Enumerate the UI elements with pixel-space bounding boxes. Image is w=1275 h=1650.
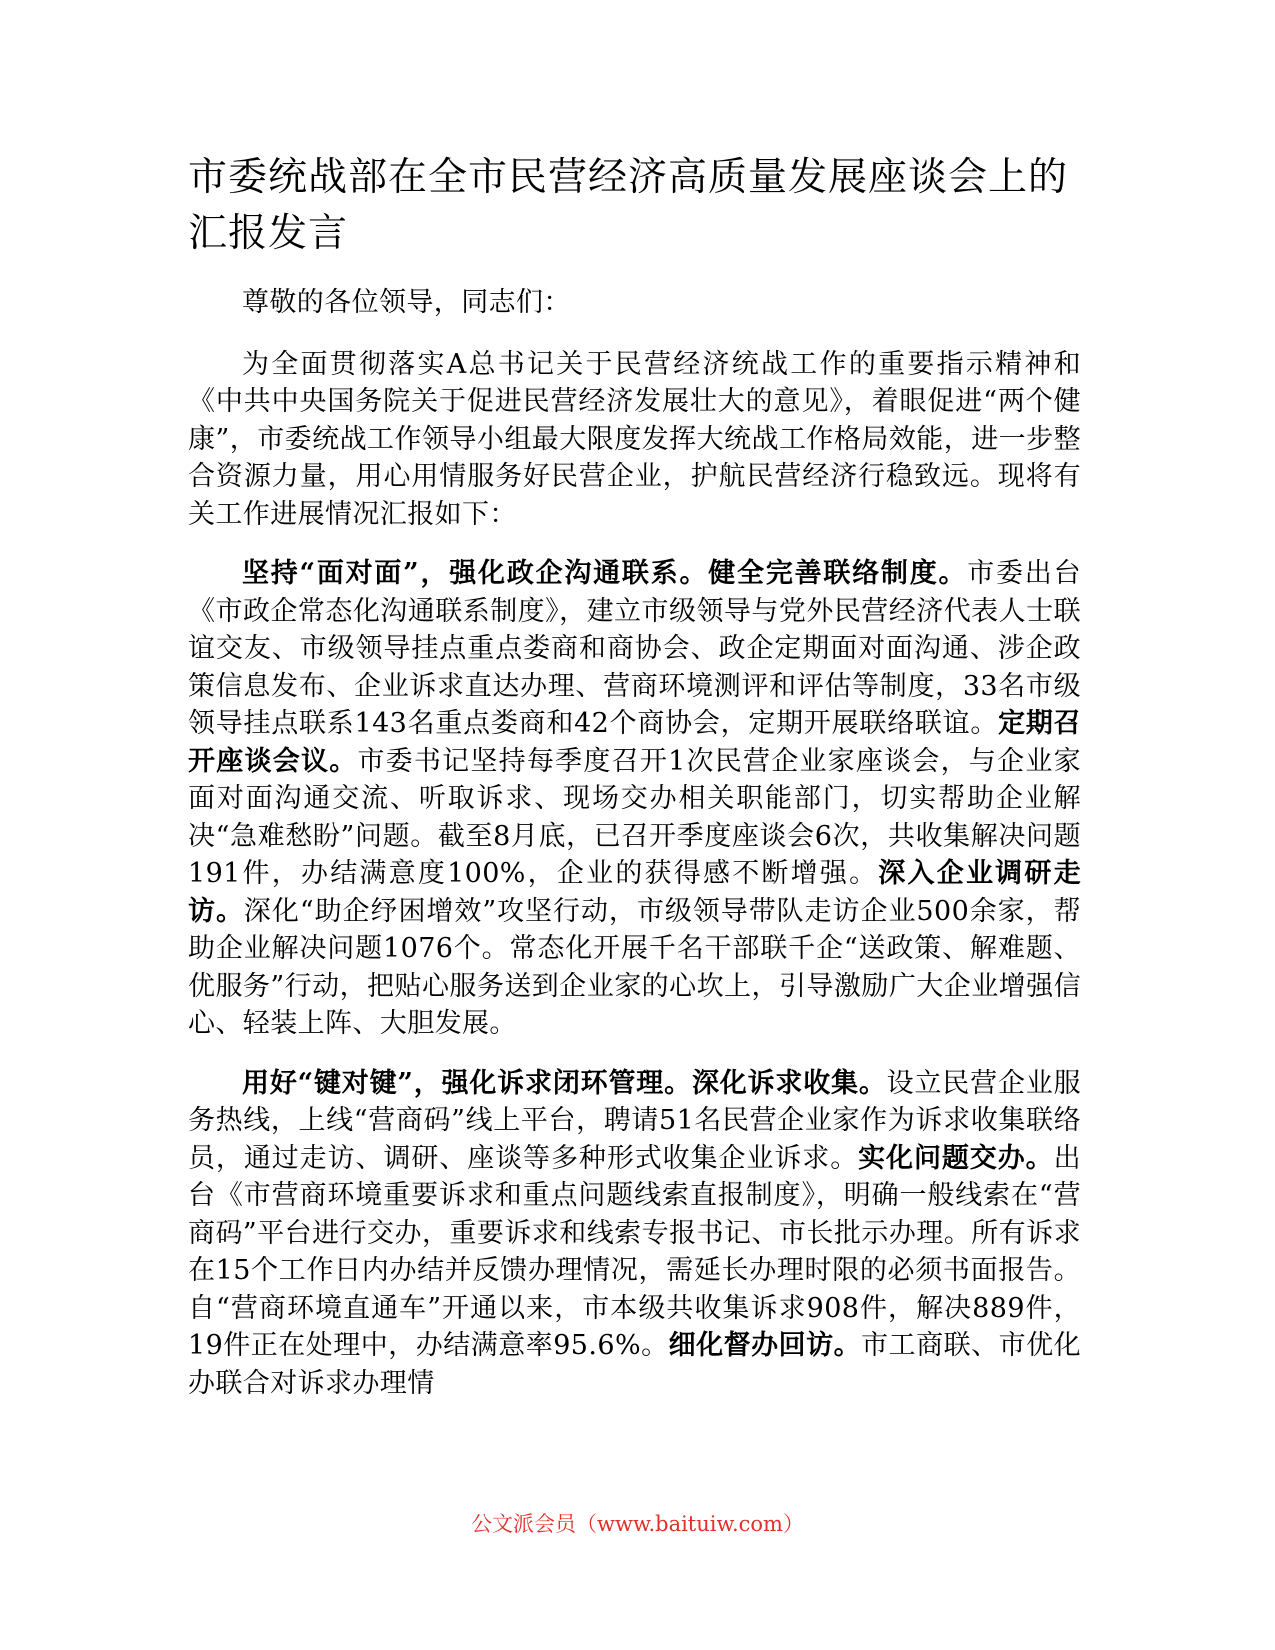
section-1-sub2-title: 定期召开座谈会议。 xyxy=(188,708,1081,777)
footer-watermark: 公文派会员（www.baituiw.com） xyxy=(471,1512,804,1536)
document-body xyxy=(188,150,1081,1424)
section-1-paragraph xyxy=(188,555,1081,1043)
section-2-sub2-text: 出台《市营商环境重要诉求和重点问题线索直报制度》，明确一般线索在“营商码”平台进行交办，重要诉求和线索专报书记、市长批示办理。所有诉求在15个工作日内办结并反馈办理情况，需延长办理时限的必须书面报告。自“营商环境直通车”开通以来，市本级共收集诉求908件，解决889件，19件正在处理中，办结满意率95.6%。 xyxy=(188,1142,1081,1361)
intro-paragraph: 为全面贯彻落实A总书记关于民营经济统战工作的重要指示精神和《中共中央国务院关于促进民营经济发展壮大的意见》，着眼促进“两个健康”，市委统战工作领导小组最大限度发挥大统战工作格局效能，进一步整合资源力量，用心用情服务好民营企业，护航民营经济行稳致远。现将有关工作进展情况汇报如下： xyxy=(188,348,1081,530)
section-1-sub3-title: 深入企业调研走访。 xyxy=(188,858,1081,927)
section-1-heading: 坚持“面对面”，强化政企沟通联系。 xyxy=(242,558,709,589)
section-2-sub1-title: 深化诉求收集。 xyxy=(691,1067,887,1099)
section-1-sub3-text: 深化“助企纾困增效”攻坚行动，市级领导带队走访企业500余家，帮助企业解决问题1076个。常态化开展千名干部联千企“送政策、解难题、优服务”行动，把贴心服务送到企业家的心坎上，引导激励广大企业增强信心、轻装上阵、大胆发展。 xyxy=(188,895,1081,1039)
section-2-sub3-title: 细化督办回访。 xyxy=(668,1330,862,1361)
section-2-paragraph xyxy=(188,1065,1081,1403)
section-2-heading: 用好“键对键”，强化诉求闭环管理。 xyxy=(242,1067,692,1099)
section-1-sub1-text: 市委出台《市政企常态化沟通联系制度》，建立市级领导与党外民营经济代表人士联谊交友、市级领导挂点重点娄商和商协会、政企定期面对面沟通、涉企政策信息发布、企业诉求直达办理、营商环境测评和评估等制度，33名市级领导挂点联系143名重点娄商和42个商协会，定期开展联络联谊。 xyxy=(188,558,1081,739)
section-1-sub1-title: 健全完善联络制度。 xyxy=(708,558,968,589)
greeting: 尊敬的各位领导，同志们： xyxy=(242,287,571,318)
section-1-sub2-text: 市委书记坚持每季度召开1次民营企业家座谈会，与企业家面对面沟通交流、听取诉求、现场交办相关职能部门，切实帮助企业解决“急难愁盼”问题。截至8月底，已召开季度座谈会6次，共收集解决问题191件，办结满意度100%，企业的获得感不断增强。 xyxy=(188,745,1081,889)
document-title: 市委统战部在全市民营经济高质量发展座谈会上的汇报发言 xyxy=(188,155,1069,256)
section-2-sub1-text: 设立民营企业服务热线，上线“营商码”线上平台，聘请51名民营企业家作为诉求收集联络员，通过走访、调研、座谈等多种形式收集企业诉求。 xyxy=(188,1067,1081,1174)
section-2-sub3-text: 市工商联、市优化办联合对诉求办理情 xyxy=(188,1330,1081,1399)
section-2-sub2-title: 实化问题交办。 xyxy=(858,1142,1054,1174)
